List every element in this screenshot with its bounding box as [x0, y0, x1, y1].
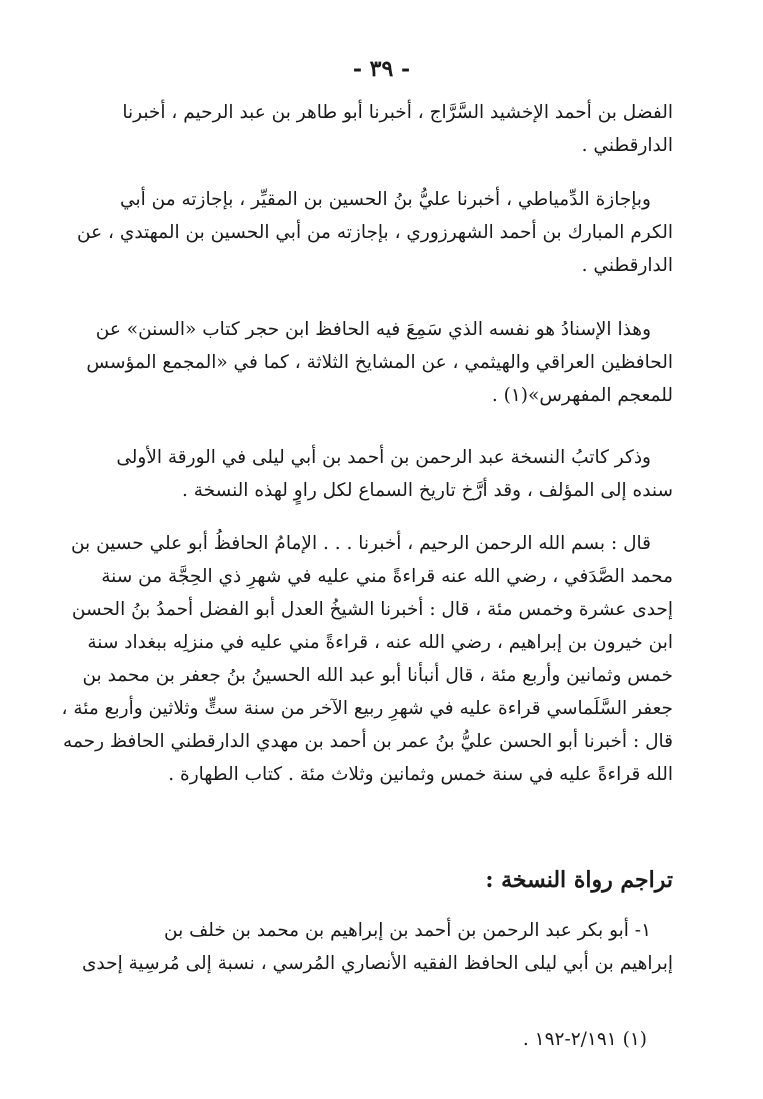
text-line: وبإجازة الدِّمياطي ، أخبرنا عليُّ بنُ الحسين بن المقيِّر ، بإجازته من أبي — [120, 189, 651, 210]
text-line: سنده إلى المؤلف ، وقد أرَّخ تاريخ السماع لكل راوٍ لهذه النسخة . — [181, 480, 673, 501]
text-line: الله قراءةً عليه في سنة خمس وثمانين وثلاث مئة . كتاب الطهارة . — [168, 764, 673, 785]
text-line: وهذا الإسنادُ هو نفسه الذي سَمِعَ فيه الحافظ ابن حجر كتاب «السنن» عن — [95, 319, 651, 340]
text-line: إبراهيم بن أبي ليلى الحافظ الفقيه الأنصاري المُرسي ، نسبة إلى مُرسِية إحدى — [81, 953, 673, 974]
text-line: الفضل بن أحمد الإخشيد السَّرَّاج ، أخبرنا أبو طاهر بن عبد الرحيم ، أخبرنا — [122, 102, 673, 123]
text-line: جعفر السَّلَماسي قراءة عليه في شهرِ ربيع الآخر من سنة ستٍّ وثلاثين وأربع مئة ، — [61, 698, 673, 719]
text-line: ابن خيرون بن إبراهيم ، رضي الله عنه ، قراءةً مني عليه في منزلِه ببغداد سنة — [87, 632, 673, 653]
text-line: الكرم المبارك بن أحمد الشهرزوري ، بإجازته من أبي الحسين بن المهتدي ، عن — [76, 222, 673, 243]
footnote: (١) ٢/١٩١-١٩٢ . — [522, 1029, 647, 1050]
paragraph-5 — [61, 527, 673, 791]
text-line: قال : أخبرنا أبو الحسن عليُّ بنُ عمر بن أحمد بن مهدي الدارقطني الحافظ رحمه — [63, 731, 673, 752]
page-number: - ٣٩ - — [352, 56, 411, 82]
text-line: وذكر كاتبُ النسخة عبد الرحمن بن أحمد بن أبي ليلى في الورقة الأولى — [116, 447, 651, 468]
text-line: إحدى عشرة وخمس مئة ، قال : أخبرنا الشيخُ العدل أبو الفضل أحمدُ بنُ الحسن — [71, 599, 673, 620]
paragraph-2 — [76, 183, 673, 282]
paragraph-1 — [102, 96, 673, 162]
text-line: خمس وثمانين وأربع مئة ، قال أنبأنا أبو عبد الله الحسينُ بنُ جعفر بن محمد بن — [82, 665, 673, 686]
paragraph-6 — [81, 914, 673, 980]
text-line: الدارقطني . — [581, 135, 673, 156]
text-line: الدارقطني . — [581, 255, 673, 276]
text-line: ١- أبو بكر عبد الرحمن بن أحمد بن إبراهيم بن محمد بن خلف بن — [164, 920, 651, 941]
text-line: الحافظين العراقي والهيثمي ، عن المشايخ الثلاثة ، كما في «المجمع المؤسس — [86, 352, 673, 373]
text-line: قال : بسم الله الرحمن الرحيم ، أخبرنا . . . الإمامُ الحافظُ أبو علي حسين بن — [70, 533, 651, 554]
text-line: للمعجم المفهرس»(١) . — [491, 385, 673, 406]
text-line: محمد الصَّدَفي ، رضي الله عنه قراءةً مني عليه في شهرِ ذي الحِجَّة من سنة — [101, 566, 673, 587]
section-heading: تراجم رواة النسخة : — [485, 867, 673, 893]
paragraph-3 — [86, 313, 673, 412]
paragraph-4 — [102, 441, 673, 507]
